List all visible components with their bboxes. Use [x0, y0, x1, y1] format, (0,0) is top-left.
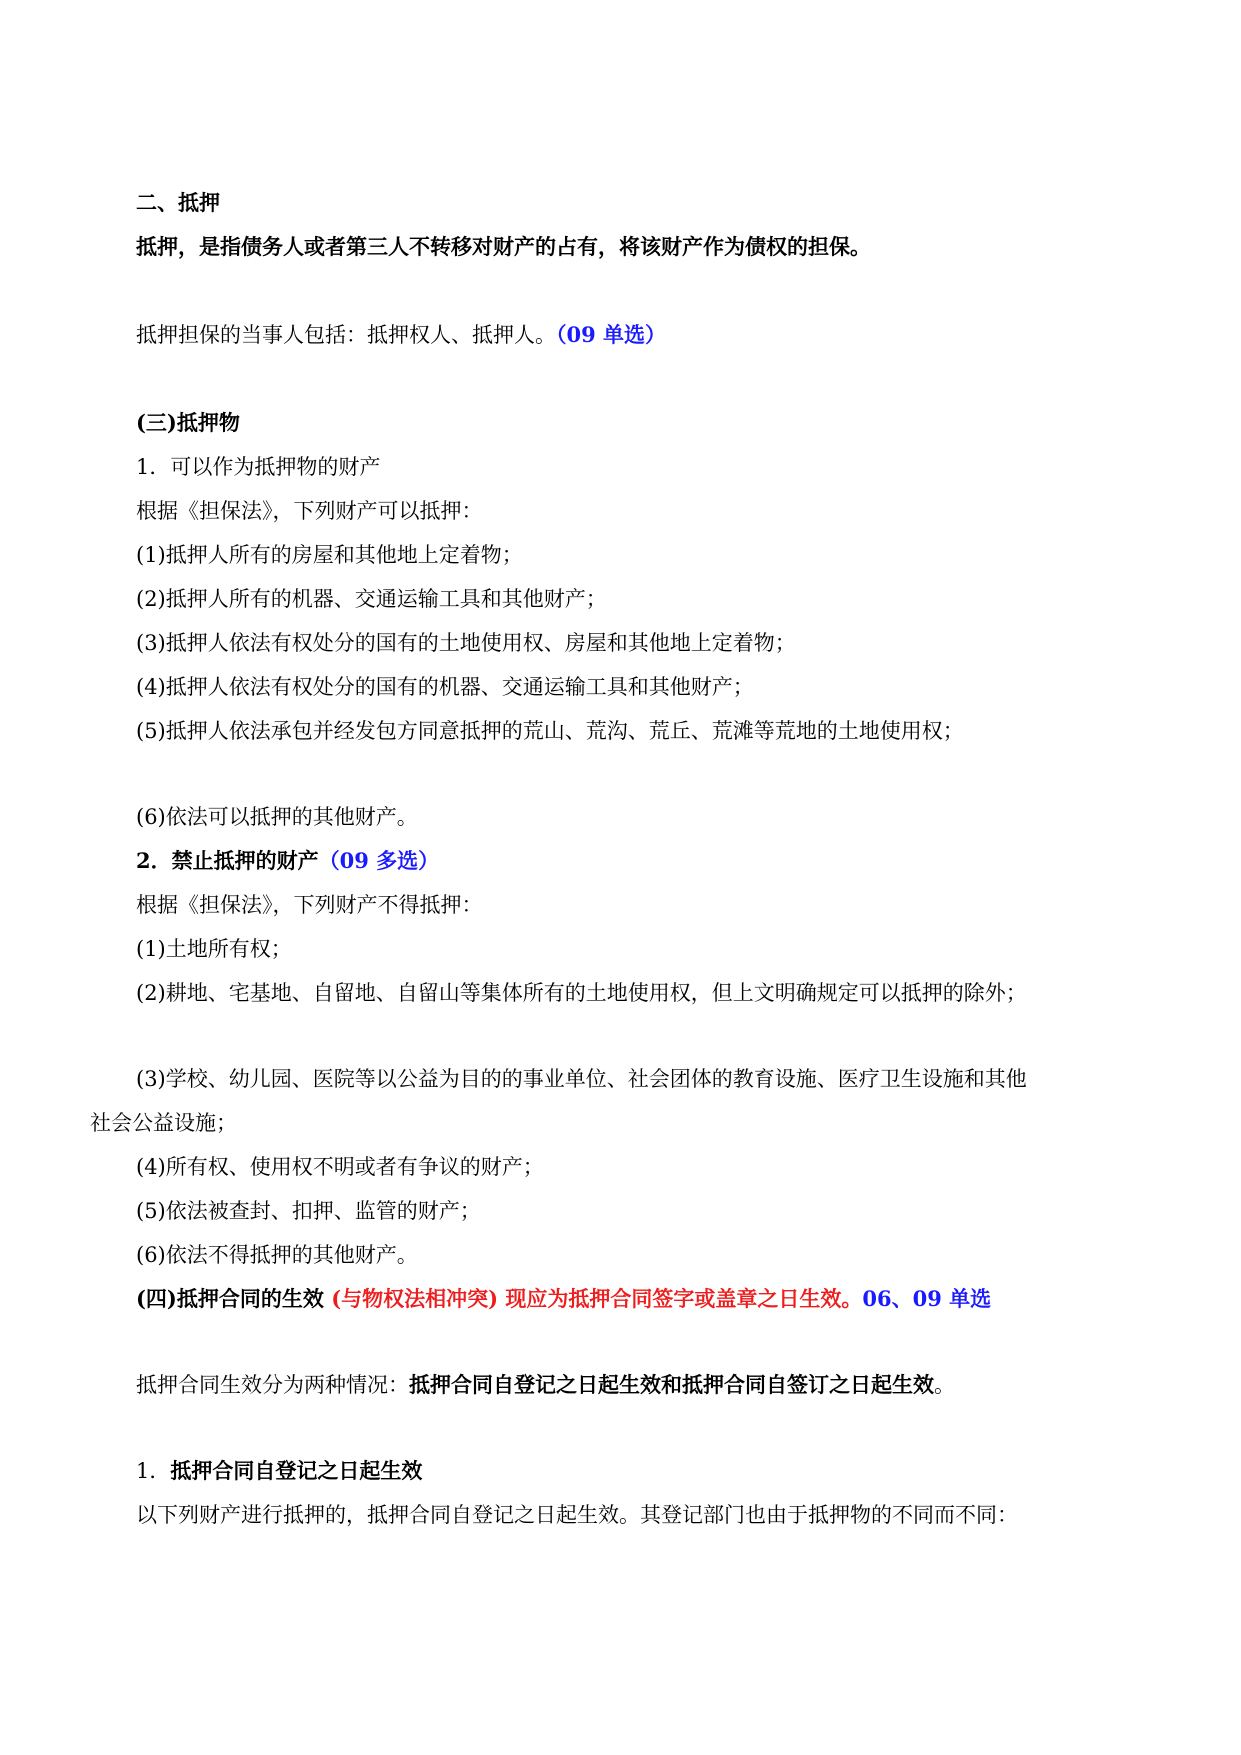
list-item: (1)抵押人所有的房屋和其他地上定着物；	[136, 543, 523, 567]
list-item-continuation: 社会公益设施；	[90, 1111, 237, 1135]
effect-cases-bold: 抵押合同自登记之日起生效和抵押合同自签订之日起生效	[409, 1372, 934, 1397]
conflict-note: (与物权法相冲突)	[331, 1286, 499, 1311]
list-item: (1)土地所有权；	[136, 937, 292, 961]
effect-item1-number: 1．	[136, 1459, 171, 1483]
list-item: (6)依法不得抵押的其他财产。	[136, 1243, 418, 1267]
mortgage-definition: 抵押，是指债务人或者第三人不转移对财产的占有，将该财产作为债权的担保。	[136, 234, 871, 259]
effect-cases-line	[136, 1370, 955, 1400]
list-item: (2)抵押人所有的机器、交通运输工具和其他财产；	[136, 587, 607, 611]
list-item: (5)抵押人依法承包并经发包方同意抵押的荒山、荒沟、荒丘、荒滩等荒地的土地使用权；	[136, 719, 964, 743]
item2-title: 2．禁止抵押的财产	[136, 848, 319, 873]
section-title: 二、抵押	[136, 190, 220, 215]
effect-cases-end: 。	[934, 1373, 955, 1397]
exam-tag: （09 多选）	[318, 848, 440, 873]
list-item: (4)抵押人依法有权处分的国有的机器、交通运输工具和其他财产；	[136, 675, 754, 699]
item2-title-line	[136, 846, 439, 876]
list-item: (3)抵押人依法有权处分的国有的土地使用权、房屋和其他地上定着物；	[136, 631, 796, 655]
effect-item1-title: 抵押合同自登记之日起生效	[170, 1458, 423, 1483]
item2-intro: 根据《担保法》，下列财产不得抵押：	[136, 893, 483, 917]
list-item: (2)耕地、宅基地、自留地、自留山等集体所有的土地使用权，但上文明确规定可以抵押的除外；	[136, 981, 1027, 1005]
current-rule-note: 现应为抵押合同签字或盖章之日生效。	[505, 1286, 863, 1311]
subsection-title-collateral: (三)抵押物	[136, 410, 240, 435]
effect-item1-line	[136, 1456, 422, 1486]
parties-text: 抵押担保的当事人包括：抵押权人、抵押人。	[136, 323, 556, 347]
effect-item1-text: 以下列财产进行抵押的，抵押合同自登记之日起生效。其登记部门也由于抵押物的不同而不同：	[136, 1503, 1018, 1527]
subsection-title-effect: (四)抵押合同的生效	[136, 1286, 324, 1311]
list-item: (5)依法被查封、扣押、监管的财产；	[136, 1199, 481, 1223]
exam-tag: 06、09 单选	[862, 1286, 992, 1311]
item1-intro: 根据《担保法》，下列财产可以抵押：	[136, 499, 483, 523]
parties-line	[136, 320, 666, 350]
list-item: (3)学校、幼儿园、医院等以公益为目的的事业单位、社会团体的教育设施、医疗卫生设施和其他	[136, 1067, 1027, 1091]
subsection-title-effect-line	[136, 1284, 991, 1314]
exam-tag: （09 单选）	[556, 322, 667, 347]
effect-cases-prefix: 抵押合同生效分为两种情况：	[136, 1373, 409, 1397]
list-item: (6)依法可以抵押的其他财产。	[136, 805, 418, 829]
list-item: (4)所有权、使用权不明或者有争议的财产；	[136, 1155, 544, 1179]
item1-title: 1．可以作为抵押物的财产	[136, 455, 381, 479]
